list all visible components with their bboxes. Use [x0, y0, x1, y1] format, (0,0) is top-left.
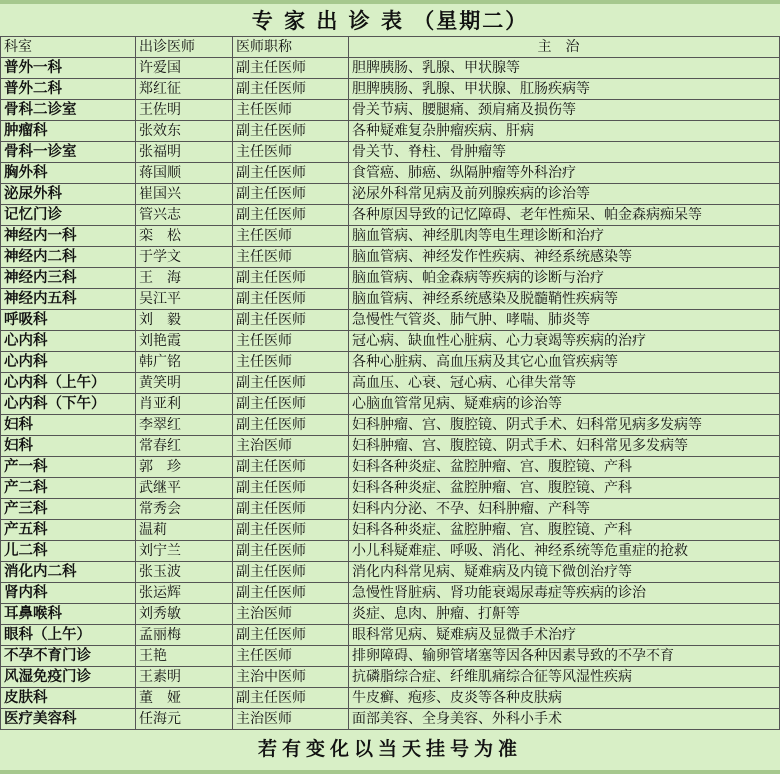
- cell-doctor: 张福明: [136, 142, 233, 163]
- table-row: [1, 79, 780, 100]
- cell-doctor: 管兴志: [136, 205, 233, 226]
- cell-title: 副主任医师: [233, 79, 349, 100]
- cell-department: 产五科: [1, 520, 136, 541]
- cell-specialty: 小儿科疑难症、呼吸、消化、神经系统等危重症的抢救: [349, 541, 780, 562]
- table-row: [1, 184, 780, 205]
- cell-title: 主治医师: [233, 709, 349, 730]
- cell-department: 产三科: [1, 499, 136, 520]
- cell-doctor: 蒋国顺: [136, 163, 233, 184]
- cell-specialty: 胆脾胰肠、乳腺、甲状腺、肛肠疾病等: [349, 79, 780, 100]
- cell-doctor: 吴江平: [136, 289, 233, 310]
- cell-specialty: 妇科各种炎症、盆腔肿瘤、宫、腹腔镜、产科: [349, 520, 780, 541]
- cell-department: 普外二科: [1, 79, 136, 100]
- cell-department: 神经内一科: [1, 226, 136, 247]
- cell-specialty: 各种原因导致的记忆障碍、老年性痴呆、帕金森病痴呆等: [349, 205, 780, 226]
- cell-department: 不孕不育门诊: [1, 646, 136, 667]
- bottom-border: [0, 770, 780, 774]
- cell-specialty: 冠心病、缺血性心脏病、心力衰竭等疾病的治疗: [349, 331, 780, 352]
- cell-doctor: 王佐明: [136, 100, 233, 121]
- cell-department: 胸外科: [1, 163, 136, 184]
- cell-specialty: 高血压、心衰、冠心病、心律失常等: [349, 373, 780, 394]
- column-header-department: 科室: [1, 37, 136, 58]
- cell-doctor: 常春红: [136, 436, 233, 457]
- cell-specialty: 妇科肿瘤、宫、腹腔镜、阴式手术、妇科常见病多发病等: [349, 415, 780, 436]
- cell-department: 妇科: [1, 415, 136, 436]
- top-border: [0, 0, 780, 4]
- table-row: [1, 562, 780, 583]
- table-row: [1, 121, 780, 142]
- cell-title: 副主任医师: [233, 310, 349, 331]
- table-row: [1, 163, 780, 184]
- cell-doctor: 肖亚利: [136, 394, 233, 415]
- footer-note: 若有变化以当天挂号为准: [257, 738, 522, 760]
- cell-title: 副主任医师: [233, 268, 349, 289]
- schedule-table-body: [1, 37, 780, 730]
- page-title: 专 家 出 诊 表 （星期二）: [251, 8, 529, 33]
- cell-department: 眼科（上午）: [1, 625, 136, 646]
- cell-doctor: 张运辉: [136, 583, 233, 604]
- cell-specialty: 各种疑难复杂肿瘤疾病、肝病: [349, 121, 780, 142]
- table-row: [1, 226, 780, 247]
- cell-specialty: 抗磷脂综合症、纤维肌痛综合征等风湿性疾病: [349, 667, 780, 688]
- cell-doctor: 崔国兴: [136, 184, 233, 205]
- cell-department: 心内科（下午）: [1, 394, 136, 415]
- table-row: [1, 688, 780, 709]
- cell-specialty: 骨关节、脊柱、骨肿瘤等: [349, 142, 780, 163]
- cell-department: 普外一科: [1, 58, 136, 79]
- cell-specialty: 食管癌、肺癌、纵隔肿瘤等外科治疗: [349, 163, 780, 184]
- cell-specialty: 妇科各种炎症、盆腔肿瘤、宫、腹腔镜、产科: [349, 457, 780, 478]
- cell-specialty: 脑血管病、神经发作性疾病、神经系统感染等: [349, 247, 780, 268]
- table-row: [1, 667, 780, 688]
- cell-title: 副主任医师: [233, 541, 349, 562]
- cell-doctor: 武继平: [136, 478, 233, 499]
- table-row: [1, 625, 780, 646]
- cell-specialty: 炎症、息肉、肿瘤、打鼾等: [349, 604, 780, 625]
- cell-doctor: 温莉: [136, 520, 233, 541]
- cell-doctor: 郑红征: [136, 79, 233, 100]
- cell-department: 医疗美容科: [1, 709, 136, 730]
- cell-title: 主任医师: [233, 100, 349, 121]
- cell-department: 呼吸科: [1, 310, 136, 331]
- cell-doctor: 郭 珍: [136, 457, 233, 478]
- schedule-table: [0, 36, 780, 730]
- table-row: [1, 520, 780, 541]
- table-header-row: [1, 37, 780, 58]
- cell-title: 副主任医师: [233, 415, 349, 436]
- cell-department: 骨科二诊室: [1, 100, 136, 121]
- cell-specialty: 急慢性气管炎、肺气肿、哮喘、肺炎等: [349, 310, 780, 331]
- cell-specialty: 妇科各种炎症、盆腔肿瘤、宫、腹腔镜、产科: [349, 478, 780, 499]
- cell-doctor: 李翠红: [136, 415, 233, 436]
- table-row: [1, 436, 780, 457]
- cell-title: 主任医师: [233, 142, 349, 163]
- cell-doctor: 常秀会: [136, 499, 233, 520]
- cell-doctor: 董 娅: [136, 688, 233, 709]
- table-row: [1, 373, 780, 394]
- cell-department: 神经内二科: [1, 247, 136, 268]
- cell-doctor: 刘 毅: [136, 310, 233, 331]
- cell-title: 副主任医师: [233, 583, 349, 604]
- cell-title: 主任医师: [233, 331, 349, 352]
- cell-title: 副主任医师: [233, 625, 349, 646]
- cell-title: 副主任医师: [233, 562, 349, 583]
- cell-department: 风湿免疫门诊: [1, 667, 136, 688]
- cell-department: 皮肤科: [1, 688, 136, 709]
- cell-title: 主治医师: [233, 436, 349, 457]
- cell-specialty: 心脑血管常见病、疑难病的诊治等: [349, 394, 780, 415]
- cell-title: 副主任医师: [233, 58, 349, 79]
- table-row: [1, 583, 780, 604]
- cell-department: 神经内五科: [1, 289, 136, 310]
- table-row: [1, 604, 780, 625]
- cell-doctor: 王艳: [136, 646, 233, 667]
- cell-title: 副主任医师: [233, 499, 349, 520]
- cell-title: 副主任医师: [233, 121, 349, 142]
- table-row: [1, 331, 780, 352]
- cell-department: 妇科: [1, 436, 136, 457]
- cell-doctor: 张效东: [136, 121, 233, 142]
- table-row: [1, 709, 780, 730]
- cell-department: 肿瘤科: [1, 121, 136, 142]
- table-row: [1, 352, 780, 373]
- cell-doctor: 孟丽梅: [136, 625, 233, 646]
- table-row: [1, 541, 780, 562]
- cell-title: 副主任医师: [233, 520, 349, 541]
- cell-title: 副主任医师: [233, 289, 349, 310]
- cell-department: 肾内科: [1, 583, 136, 604]
- cell-title: 副主任医师: [233, 457, 349, 478]
- cell-specialty: 牛皮癣、疱疹、皮炎等各种皮肤病: [349, 688, 780, 709]
- table-row: [1, 499, 780, 520]
- cell-department: 消化内二科: [1, 562, 136, 583]
- cell-department: 骨科一诊室: [1, 142, 136, 163]
- table-row: [1, 100, 780, 121]
- cell-specialty: 妇科肿瘤、宫、腹腔镜、阴式手术、妇科常见多发病等: [349, 436, 780, 457]
- cell-title: 主任医师: [233, 646, 349, 667]
- cell-title: 副主任医师: [233, 478, 349, 499]
- cell-doctor: 王 海: [136, 268, 233, 289]
- table-row: [1, 247, 780, 268]
- cell-doctor: 许爱国: [136, 58, 233, 79]
- cell-specialty: 妇科内分泌、不孕、妇科肿瘤、产科等: [349, 499, 780, 520]
- cell-doctor: 刘艳霞: [136, 331, 233, 352]
- cell-department: 记忆门诊: [1, 205, 136, 226]
- cell-department: 产二科: [1, 478, 136, 499]
- table-row: [1, 58, 780, 79]
- cell-doctor: 栾 松: [136, 226, 233, 247]
- cell-specialty: 排卵障碍、输卵管堵塞等因各种因素导致的不孕不育: [349, 646, 780, 667]
- cell-specialty: 面部美容、全身美容、外科小手术: [349, 709, 780, 730]
- table-row: [1, 289, 780, 310]
- cell-specialty: 眼科常见病、疑难病及显微手术治疗: [349, 625, 780, 646]
- cell-specialty: 急慢性肾脏病、肾功能衰竭尿毒症等疾病的诊治: [349, 583, 780, 604]
- cell-doctor: 韩广铭: [136, 352, 233, 373]
- table-row: [1, 478, 780, 499]
- cell-specialty: 消化内科常见病、疑难病及内镜下微创治疗等: [349, 562, 780, 583]
- column-header-specialty: 主治: [349, 37, 780, 58]
- table-row: [1, 268, 780, 289]
- column-header-doctor: 出诊医师: [136, 37, 233, 58]
- cell-department: 心内科: [1, 352, 136, 373]
- cell-title: 副主任医师: [233, 184, 349, 205]
- cell-title: 副主任医师: [233, 688, 349, 709]
- table-row: [1, 415, 780, 436]
- table-row: [1, 394, 780, 415]
- table-row: [1, 310, 780, 331]
- cell-doctor: 刘宁兰: [136, 541, 233, 562]
- cell-title: 主任医师: [233, 247, 349, 268]
- cell-doctor: 刘秀敏: [136, 604, 233, 625]
- column-header-title: 医师职称: [233, 37, 349, 58]
- cell-title: 主任医师: [233, 226, 349, 247]
- cell-specialty: 脑血管病、神经肌肉等电生理诊断和治疗: [349, 226, 780, 247]
- cell-specialty: 骨关节病、腰腿痛、颈肩痛及损伤等: [349, 100, 780, 121]
- table-row: [1, 205, 780, 226]
- cell-title: 主任医师: [233, 352, 349, 373]
- cell-department: 泌尿外科: [1, 184, 136, 205]
- cell-doctor: 王素明: [136, 667, 233, 688]
- cell-specialty: 泌尿外科常见病及前列腺疾病的诊治等: [349, 184, 780, 205]
- cell-doctor: 任海元: [136, 709, 233, 730]
- cell-department: 产一科: [1, 457, 136, 478]
- cell-title: 主治医师: [233, 604, 349, 625]
- cell-title: 主治中医师: [233, 667, 349, 688]
- cell-doctor: 于学文: [136, 247, 233, 268]
- cell-specialty: 脑血管病、帕金森病等疾病的诊断与治疗: [349, 268, 780, 289]
- table-row: [1, 646, 780, 667]
- cell-doctor: 张玉波: [136, 562, 233, 583]
- cell-title: 副主任医师: [233, 205, 349, 226]
- cell-doctor: 黄笑明: [136, 373, 233, 394]
- cell-specialty: 胆脾胰肠、乳腺、甲状腺等: [349, 58, 780, 79]
- cell-title: 副主任医师: [233, 163, 349, 184]
- cell-department: 心内科: [1, 331, 136, 352]
- cell-department: 儿二科: [1, 541, 136, 562]
- table-row: [1, 142, 780, 163]
- cell-title: 副主任医师: [233, 373, 349, 394]
- cell-title: 副主任医师: [233, 394, 349, 415]
- table-row: [1, 457, 780, 478]
- cell-specialty: 各种心脏病、高血压病及其它心血管疾病等: [349, 352, 780, 373]
- cell-specialty: 脑血管病、神经系统感染及脱髓鞘性疾病等: [349, 289, 780, 310]
- cell-department: 神经内三科: [1, 268, 136, 289]
- cell-department: 心内科（上午）: [1, 373, 136, 394]
- cell-department: 耳鼻喉科: [1, 604, 136, 625]
